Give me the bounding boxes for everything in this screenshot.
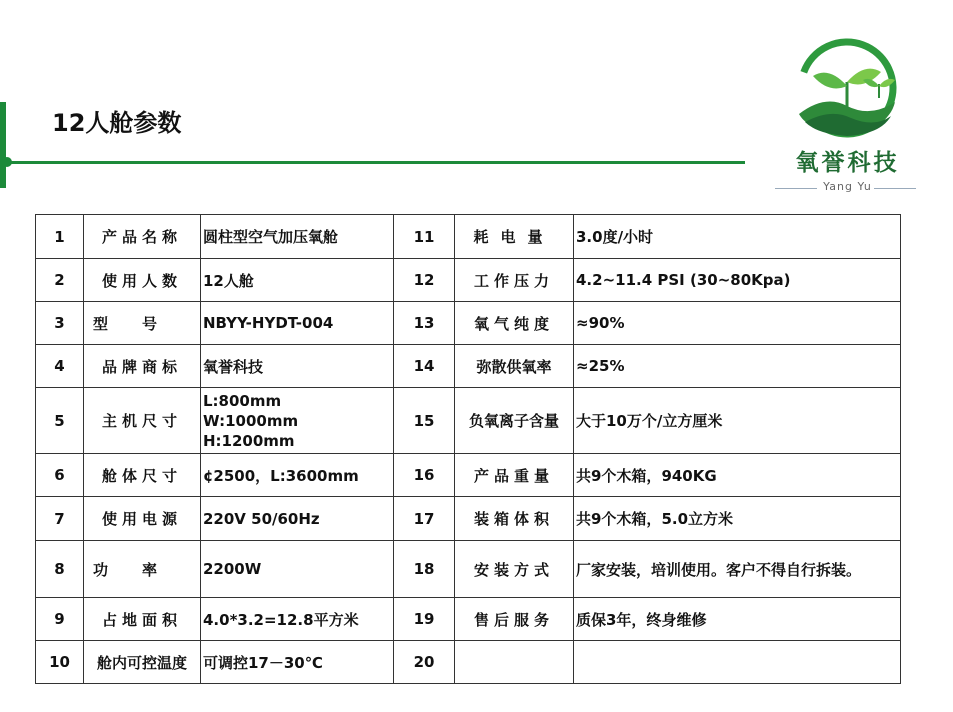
param-value (574, 641, 901, 684)
table-row (36, 388, 901, 454)
table-row (36, 497, 901, 541)
param-value: 220V 50/60Hz (201, 497, 394, 541)
row-number: 7 (36, 497, 84, 541)
param-label: 耗电量 (455, 215, 574, 259)
param-value: 3.0度/小时 (574, 215, 901, 259)
row-number: 3 (36, 302, 84, 345)
table-row (36, 259, 901, 302)
param-label: 功率 (84, 541, 201, 598)
row-number: 2 (36, 259, 84, 302)
row-number: 5 (36, 388, 84, 454)
param-label: 品牌商标 (84, 345, 201, 388)
param-value: ≈90% (574, 302, 901, 345)
row-number: 19 (394, 598, 455, 641)
company-logo (775, 36, 920, 196)
accent-bar (0, 102, 6, 188)
param-value: 4.2~11.4 PSI (30~80Kpa) (574, 259, 901, 302)
param-label (455, 641, 574, 684)
param-value (201, 388, 394, 454)
logo-brand-name: 氧誉科技 (795, 149, 900, 176)
param-value: 氧誉科技 (201, 345, 394, 388)
row-number: 4 (36, 345, 84, 388)
param-value: 共9个木箱，940KG (574, 454, 901, 497)
param-label: 产品名称 (84, 215, 201, 259)
table-row (36, 215, 901, 259)
table-row (36, 598, 901, 641)
param-value: 12人舱 (201, 259, 394, 302)
row-number: 17 (394, 497, 455, 541)
table-row (36, 302, 901, 345)
table-row (36, 345, 901, 388)
table-row (36, 541, 901, 598)
param-label: 使用人数 (84, 259, 201, 302)
row-number: 18 (394, 541, 455, 598)
row-number: 1 (36, 215, 84, 259)
param-label: 占地面积 (84, 598, 201, 641)
param-label: 装箱体积 (455, 497, 574, 541)
param-value: ≈25% (574, 345, 901, 388)
param-label: 舱内可控温度 (84, 641, 201, 684)
spec-table (35, 214, 901, 684)
param-value: 质保3年，终身维修 (574, 598, 901, 641)
dimension-length: L:800mm (203, 391, 282, 410)
row-number: 20 (394, 641, 455, 684)
row-number: 12 (394, 259, 455, 302)
param-value: 厂家安装，培训使用。客户不得自行拆装。 (574, 541, 901, 598)
param-label: 弥散供氧率 (455, 345, 574, 388)
param-value: 圆柱型空气加压氧舱 (201, 215, 394, 259)
param-label: 售后服务 (455, 598, 574, 641)
param-label: 氧气纯度 (455, 302, 574, 345)
row-number: 15 (394, 388, 455, 454)
param-label: 使用电源 (84, 497, 201, 541)
row-number: 9 (36, 598, 84, 641)
page-title: 12人舱参数 (52, 109, 182, 137)
param-label: 主机尺寸 (84, 388, 201, 454)
logo-divider-right (874, 188, 916, 189)
sprout-logo-icon (785, 36, 909, 140)
param-value: 可调控17－30℃ (201, 641, 394, 684)
param-label: 负氧离子含量 (455, 388, 574, 454)
param-label: 安装方式 (455, 541, 574, 598)
param-value: 4.0*3.2=12.8平方米 (201, 598, 394, 641)
row-number: 8 (36, 541, 84, 598)
param-value: NBYY-HYDT-004 (201, 302, 394, 345)
table-row (36, 454, 901, 497)
row-number: 10 (36, 641, 84, 684)
table-row (36, 641, 901, 684)
param-label: 工作压力 (455, 259, 574, 302)
param-label: 型号 (84, 302, 201, 345)
title-rule (0, 161, 745, 164)
row-number: 14 (394, 345, 455, 388)
param-value: 共9个木箱，5.0立方米 (574, 497, 901, 541)
row-number: 13 (394, 302, 455, 345)
param-label: 产品重量 (455, 454, 574, 497)
title-rule-dot (2, 157, 12, 167)
param-value: ¢2500，L:3600mm (201, 454, 394, 497)
param-label: 舱体尺寸 (84, 454, 201, 497)
row-number: 16 (394, 454, 455, 497)
logo-subtitle: Yang Yu (823, 180, 872, 193)
param-value: 2200W (201, 541, 394, 598)
dimension-height: H:1200mm (203, 431, 295, 450)
dimension-width: W:1000mm (203, 411, 299, 430)
param-value: 大于10万个/立方厘米 (574, 388, 901, 454)
row-number: 6 (36, 454, 84, 497)
row-number: 11 (394, 215, 455, 259)
